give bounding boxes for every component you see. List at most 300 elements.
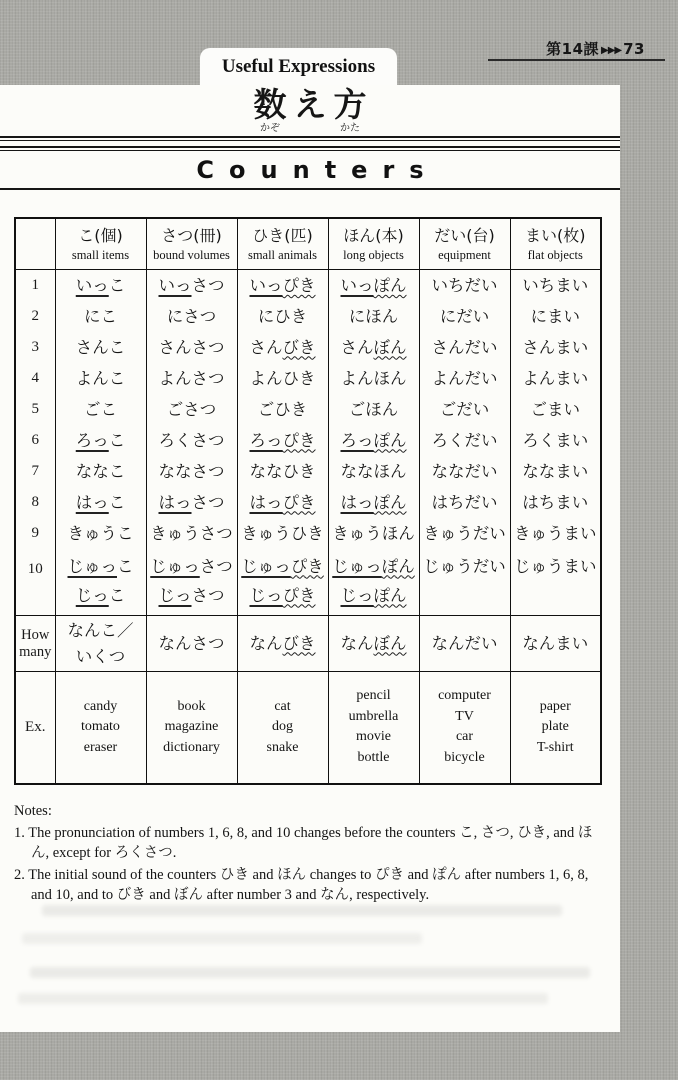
- title-char: [250, 87, 290, 135]
- kana-line: [147, 395, 237, 424]
- kana-line: [511, 271, 601, 300]
- kana-line: [147, 302, 237, 331]
- counter-cell: [146, 270, 237, 301]
- counter-cell: [419, 270, 510, 301]
- lesson-header: [546, 38, 645, 59]
- kana-segment: ぽん: [381, 556, 415, 576]
- kana-line: [511, 488, 601, 517]
- kana-segment: じゅっ: [332, 556, 382, 576]
- kana-segment: ろくまい: [522, 430, 589, 450]
- counter-cell: [237, 487, 328, 518]
- example-item: bicycle: [444, 749, 485, 765]
- kana-segment: きゅうさつ: [150, 523, 233, 543]
- kana-segment: じっ: [158, 585, 192, 605]
- lesson-number: 第14課: [546, 40, 600, 58]
- kana-segment: じっ: [340, 585, 374, 605]
- kana-line: [329, 426, 419, 455]
- page-number: 73: [623, 40, 645, 58]
- kana-segment: ごひき: [257, 399, 308, 419]
- row-number: 9: [15, 518, 55, 549]
- kana-line: [56, 364, 146, 393]
- kana-line: [420, 426, 510, 455]
- row-number: 10: [15, 549, 55, 616]
- kana-line: [329, 364, 419, 393]
- counter-cell: [237, 456, 328, 487]
- kana-line: [329, 395, 419, 424]
- table-row: [15, 301, 601, 332]
- kana-segment: ごまい: [530, 399, 580, 419]
- example-item: magazine: [164, 719, 219, 734]
- table-row: [15, 425, 601, 456]
- kana-line: [238, 552, 328, 581]
- kana-segment: ぴき: [282, 430, 316, 450]
- notes-heading: Notes:: [14, 802, 52, 819]
- example-item: T-shirt: [536, 739, 574, 755]
- example-label: Ex.: [15, 672, 55, 784]
- note-item: 1. The pronunciation of numbers 1, 6, 8, and 10 changes before the counters こ, さつ, ひき, and ほん, except for ろくさつ.: [14, 824, 593, 861]
- counter-cell: [55, 425, 146, 456]
- example-item: movie: [356, 729, 391, 745]
- counter-cell: [237, 270, 328, 301]
- kana-segment: よんひき: [249, 368, 316, 388]
- counter-header-cell: [328, 218, 419, 270]
- counter-cell: [510, 394, 601, 425]
- counter-cell: [237, 425, 328, 456]
- bleedthrough-line: [42, 905, 562, 916]
- counter-cell: [510, 487, 601, 518]
- kana-segment: はっ: [75, 492, 109, 512]
- title-furigana: かた: [340, 123, 360, 134]
- counter-cell: [55, 616, 146, 672]
- kana-segment: いっ: [249, 275, 283, 295]
- double-rule-bottom: [0, 146, 620, 151]
- example-item: paper: [539, 698, 571, 714]
- kana-segment: にさつ: [166, 306, 217, 326]
- kana-line: [238, 333, 328, 362]
- example-row: [15, 672, 601, 784]
- counter-cell: [146, 394, 237, 425]
- counter-cell: [510, 456, 601, 487]
- notes-section: [14, 801, 604, 905]
- kana-segment: なんだい: [431, 633, 498, 653]
- kana-segment: いっ: [340, 275, 374, 295]
- counter-cell: [328, 456, 419, 487]
- kana-segment: ぴき: [282, 492, 316, 512]
- counter-cell: [419, 301, 510, 332]
- kana-segment: ぴき: [282, 585, 316, 605]
- kana-line: [56, 552, 146, 581]
- kana-segment: さんこ: [75, 337, 126, 357]
- kana-line: [238, 271, 328, 300]
- note-item: 2. The initial sound of the counters ひき and ほん changes to ぴき and ぽん after numbers 1, 6, 8, and 10, and to びき and ぼん after number 3 and なん, respectively.: [14, 866, 589, 903]
- kana-line: [420, 333, 510, 362]
- table-header-row: [15, 218, 601, 270]
- kana-segment: よんこ: [75, 368, 126, 388]
- kana-line: [147, 519, 237, 548]
- counter-header-cell: [510, 218, 601, 270]
- kana-segment: さんまい: [522, 337, 589, 357]
- kana-line: [329, 519, 419, 548]
- counter-cell: [146, 487, 237, 518]
- counter-cell: [510, 301, 601, 332]
- title-char: [330, 87, 370, 135]
- counter-cell: [146, 616, 237, 672]
- kana-segment: なんこ／: [67, 620, 134, 640]
- kana-line: [420, 271, 510, 300]
- kana-line: [329, 581, 419, 610]
- row-number: 2: [15, 301, 55, 332]
- kana-segment: こ: [108, 430, 126, 450]
- example-item: pencil: [356, 688, 391, 704]
- kana-segment: さんだい: [431, 337, 498, 357]
- kana-segment: にひき: [257, 306, 308, 326]
- counter-cell: [55, 270, 146, 301]
- kana-segment: こ: [117, 556, 134, 576]
- table-row: [15, 487, 601, 518]
- kana-line: [511, 395, 601, 424]
- counter-english: small items: [71, 247, 130, 262]
- example-item: book: [177, 698, 206, 714]
- kana-segment: にほん: [348, 306, 399, 326]
- row-number: 6: [15, 425, 55, 456]
- kana-line: [329, 631, 419, 657]
- kana-segment: にこ: [84, 306, 117, 326]
- counter-cell: [328, 363, 419, 394]
- row-number: 8: [15, 487, 55, 518]
- kana-segment: ななまい: [522, 461, 589, 481]
- kana-line: [56, 457, 146, 486]
- kana-line: [238, 426, 328, 455]
- counter-cell: [55, 363, 146, 394]
- example-item: computer: [438, 688, 491, 704]
- kana-segment: よんだい: [431, 368, 498, 388]
- kana-line: [329, 333, 419, 362]
- counter-cell: [55, 394, 146, 425]
- kana-line: [238, 488, 328, 517]
- kana-line: [56, 581, 146, 610]
- counter-cell: [510, 518, 601, 549]
- counter-cell: [419, 332, 510, 363]
- kana-segment: なんさつ: [158, 633, 225, 653]
- kana-line: [511, 519, 601, 548]
- kana-segment: ろっ: [249, 430, 283, 450]
- example-item: candy: [83, 698, 118, 714]
- row-number: 5: [15, 394, 55, 425]
- kana-segment: なん: [249, 633, 283, 653]
- kana-segment: ななだい: [431, 461, 498, 481]
- section-title-rule: [0, 188, 620, 190]
- kana-segment: さつ: [199, 556, 233, 576]
- kana-segment: さん: [340, 337, 374, 357]
- kana-segment: じゅっ: [241, 556, 291, 576]
- row-number: 3: [15, 332, 55, 363]
- kana-line: [420, 302, 510, 331]
- counter-cell: [146, 332, 237, 363]
- kana-segment: にまい: [530, 306, 580, 326]
- bleedthrough-line: [18, 993, 548, 1004]
- counter-cell: [419, 456, 510, 487]
- row-number: 7: [15, 456, 55, 487]
- kana-line: [238, 395, 328, 424]
- counter-cell: [510, 363, 601, 394]
- kana-line: [56, 271, 146, 300]
- header-underline: [488, 59, 665, 61]
- notes-list: [14, 823, 604, 905]
- title-furigana: かぞ: [260, 123, 280, 134]
- kana-segment: ななひき: [249, 461, 316, 481]
- kana-segment: いっ: [75, 275, 109, 295]
- kana-segment: きゅうほん: [332, 523, 415, 543]
- counter-cell: [55, 456, 146, 487]
- counter-header-cell: [419, 218, 510, 270]
- counter-cell: [328, 549, 419, 616]
- counters-table: [14, 217, 602, 785]
- counter-english: equipment: [438, 247, 491, 262]
- counter-header-cell: [237, 218, 328, 270]
- example-item: dog: [272, 719, 293, 734]
- page-title: [0, 87, 620, 135]
- example-item: bottle: [357, 749, 390, 765]
- counter-cell: [328, 518, 419, 549]
- example-item: TV: [455, 708, 474, 724]
- counter-kana: こ(個): [78, 225, 123, 245]
- kana-segment: さんさつ: [158, 337, 225, 357]
- kana-segment: ごこ: [84, 399, 117, 419]
- kana-line: [329, 457, 419, 486]
- kana-segment: ぽん: [373, 585, 407, 605]
- counter-header-cell: [146, 218, 237, 270]
- example-item: cat: [274, 698, 291, 714]
- counter-cell: [510, 425, 601, 456]
- kana-line: [511, 631, 601, 657]
- kana-line: [56, 333, 146, 362]
- title-char: [290, 87, 330, 135]
- kana-line: [238, 519, 328, 548]
- kana-line: [329, 271, 419, 300]
- counter-cell: [237, 518, 328, 549]
- counter-english: long objects: [343, 247, 404, 262]
- counter-cell: [419, 394, 510, 425]
- kana-line: [147, 426, 237, 455]
- example-item: eraser: [83, 739, 118, 755]
- counter-kana: だい(台): [434, 225, 495, 245]
- kana-line: [511, 364, 601, 393]
- kana-segment: ななさつ: [158, 461, 225, 481]
- kana-segment: こ: [108, 275, 126, 295]
- kana-line: [238, 364, 328, 393]
- kana-segment: ごだい: [439, 399, 490, 419]
- double-rule-top: [0, 136, 620, 141]
- kana-line: [420, 519, 510, 548]
- example-item: snake: [266, 739, 299, 755]
- counter-cell: [146, 363, 237, 394]
- kana-line: [511, 457, 601, 486]
- table-row: [15, 363, 601, 394]
- kana-segment: ななこ: [75, 461, 126, 481]
- counter-cell: [237, 394, 328, 425]
- kana-segment: こ: [108, 492, 126, 512]
- kana-line: [56, 618, 146, 644]
- counter-cell: [510, 332, 601, 363]
- kana-segment: きゅうだい: [423, 523, 506, 543]
- counter-cell: [146, 549, 237, 616]
- kana-segment: なんまい: [522, 633, 589, 653]
- kana-segment: ぼん: [373, 337, 407, 357]
- kana-line: [147, 631, 237, 657]
- example-cell: [237, 672, 328, 784]
- counter-cell: [419, 487, 510, 518]
- example-item: dictionary: [163, 739, 220, 755]
- title-kanji: 方: [333, 85, 367, 124]
- kana-line: [511, 333, 601, 362]
- counter-cell: [328, 270, 419, 301]
- counter-kana: まい(枚): [525, 225, 586, 245]
- table-row: [15, 518, 601, 549]
- counter-cell: [55, 518, 146, 549]
- kana-segment: いっ: [158, 275, 192, 295]
- table-row: [15, 270, 601, 301]
- example-cell: [55, 672, 146, 784]
- kana-segment: きゅうひき: [241, 523, 324, 543]
- kana-segment: さん: [249, 337, 283, 357]
- example-cell: [419, 672, 510, 784]
- kana-segment: こ: [108, 585, 126, 605]
- counter-cell: [328, 332, 419, 363]
- counter-cell: [55, 332, 146, 363]
- useful-expressions-tab: [200, 48, 397, 86]
- corner-cell: [15, 218, 55, 270]
- counter-cell: [237, 363, 328, 394]
- kana-line: [420, 457, 510, 486]
- kana-line: [511, 552, 601, 581]
- kana-line: [511, 302, 601, 331]
- counter-cell: [419, 616, 510, 672]
- kana-segment: きゅうこ: [67, 523, 134, 543]
- kana-line: [511, 426, 601, 455]
- kana-segment: びき: [282, 337, 316, 357]
- kana-segment: ぼん: [373, 633, 407, 653]
- kana-segment: よんまい: [522, 368, 589, 388]
- example-item: tomato: [81, 719, 120, 734]
- kana-line: [147, 333, 237, 362]
- kana-line: [147, 552, 237, 581]
- kana-line: [147, 488, 237, 517]
- counter-cell: [419, 363, 510, 394]
- kana-segment: じゅっ: [67, 556, 117, 576]
- kana-segment: よんほん: [340, 368, 407, 388]
- kana-line: [147, 581, 237, 610]
- kana-line: [56, 395, 146, 424]
- kana-segment: ごさつ: [166, 399, 217, 419]
- kana-segment: ぽん: [373, 492, 407, 512]
- counter-cell: [237, 332, 328, 363]
- title-kanji: 数: [253, 85, 287, 124]
- kana-segment: ろっ: [75, 430, 109, 450]
- kana-line: [420, 364, 510, 393]
- kana-segment: ろっ: [340, 430, 374, 450]
- kana-segment: はっ: [158, 492, 192, 512]
- kana-segment: さつ: [191, 275, 225, 295]
- kana-segment: にだい: [439, 306, 490, 326]
- kana-segment: ぴき: [290, 556, 324, 576]
- kana-segment: ぽん: [373, 275, 407, 295]
- example-cell: [328, 672, 419, 784]
- kana-segment: じっ: [249, 585, 283, 605]
- counter-cell: [510, 270, 601, 301]
- page-bleedthrough: [0, 905, 620, 1015]
- counter-header-cell: [55, 218, 146, 270]
- page-paper: [0, 85, 620, 1032]
- kana-line: [238, 302, 328, 331]
- counter-english: flat objects: [527, 247, 583, 262]
- kana-segment: ろくだい: [431, 430, 498, 450]
- kana-line: [56, 644, 146, 670]
- table-row: [15, 549, 601, 616]
- kana-line: [147, 271, 237, 300]
- counter-cell: [419, 425, 510, 456]
- kana-segment: いちまい: [522, 275, 589, 295]
- counter-english: small animals: [247, 247, 318, 262]
- kana-segment: いくつ: [75, 646, 126, 666]
- counter-cell: [510, 549, 601, 616]
- bleedthrough-line: [30, 967, 590, 978]
- counter-english: bound volumes: [153, 247, 230, 262]
- kana-segment: じゅっ: [150, 556, 200, 576]
- kana-line: [147, 364, 237, 393]
- counter-cell: [510, 616, 601, 672]
- counter-cell: [328, 301, 419, 332]
- example-item: plate: [541, 719, 569, 734]
- row-number: 1: [15, 270, 55, 301]
- counter-cell: [55, 549, 146, 616]
- example-cell: [510, 672, 601, 784]
- counter-cell: [237, 301, 328, 332]
- counter-cell: [419, 549, 510, 616]
- arrow-icons: ▶▶▶: [601, 45, 622, 56]
- kana-segment: なん: [340, 633, 374, 653]
- kana-segment: はちまい: [522, 492, 589, 512]
- kana-segment: よんさつ: [158, 368, 225, 388]
- counter-cell: [146, 456, 237, 487]
- how-many-label: [15, 616, 55, 672]
- counter-kana: さつ(冊): [161, 225, 222, 245]
- counter-cell: [146, 301, 237, 332]
- kana-segment: はちだい: [431, 492, 498, 512]
- title-kanji: え: [293, 85, 327, 124]
- kana-line: [329, 552, 419, 581]
- kana-segment: ごほん: [348, 399, 399, 419]
- table-row: [15, 394, 601, 425]
- kana-segment: ぴき: [282, 275, 316, 295]
- kana-line: [238, 631, 328, 657]
- kana-segment: はっ: [249, 492, 283, 512]
- counter-cell: [419, 518, 510, 549]
- kana-segment: はっ: [340, 492, 374, 512]
- counter-kana: ひき(匹): [252, 225, 313, 245]
- how-many-label-line: How: [21, 626, 50, 643]
- kana-line: [238, 581, 328, 610]
- kana-line: [420, 631, 510, 657]
- how-many-row: [15, 616, 601, 672]
- kana-line: [329, 488, 419, 517]
- counter-cell: [237, 549, 328, 616]
- kana-segment: じゅうまい: [514, 556, 597, 576]
- counter-cell: [328, 425, 419, 456]
- how-many-label-line: many: [19, 643, 52, 660]
- example-item: car: [455, 729, 474, 745]
- example-item: umbrella: [348, 708, 399, 724]
- counter-cell: [328, 616, 419, 672]
